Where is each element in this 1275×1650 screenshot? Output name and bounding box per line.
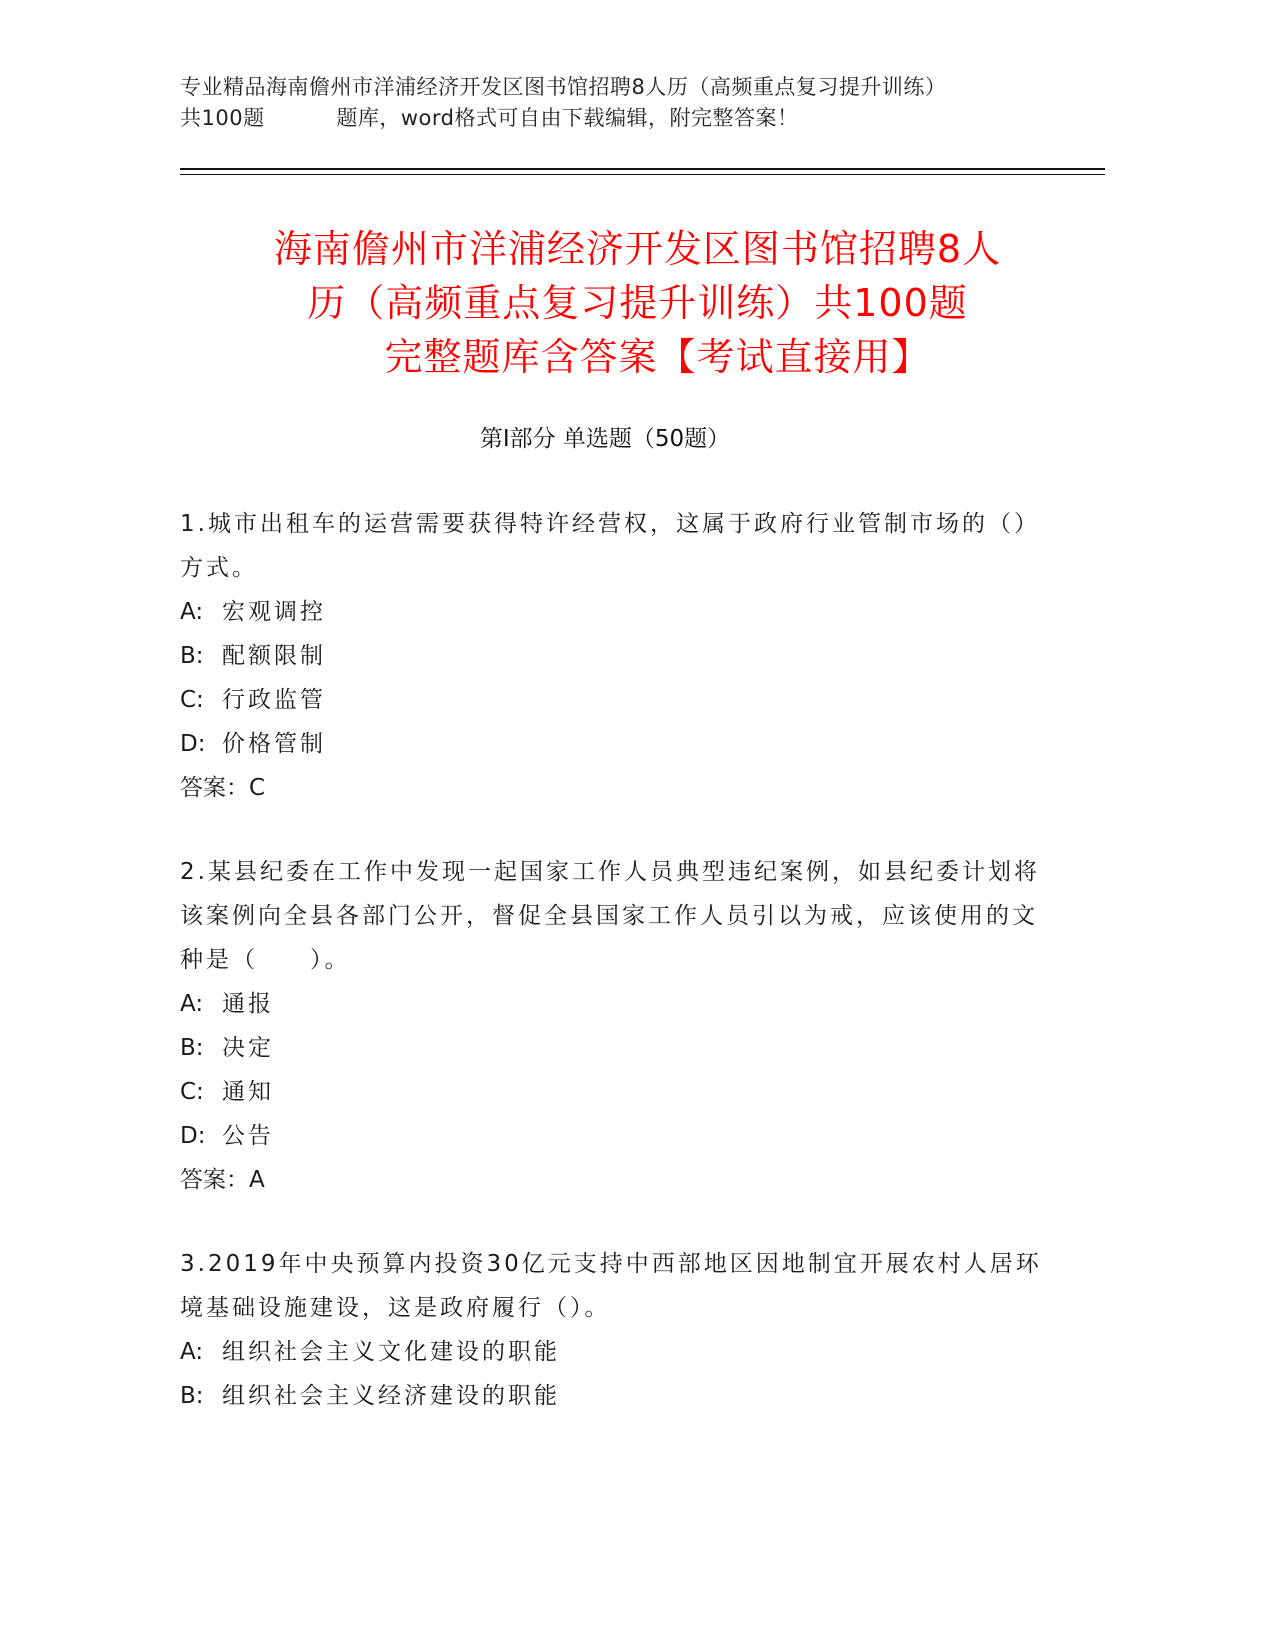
option-key: A: [180, 599, 204, 625]
option-text: 行政监管 [222, 687, 326, 713]
option-key: D: [180, 731, 206, 757]
option-text: 组织社会主义经济建设的职能 [222, 1383, 560, 1409]
question-stem: 2.某县纪委在工作中发现一起国家工作人员典型违纪案例，如县纪委计划将该案例向全县各部门公开，督促全县国家工作人员引以为戒，应该使用的文种是（ ）。 [180, 859, 1040, 973]
option-c [180, 678, 1060, 722]
question-stem: 3.2019年中央预算内投资30亿元支持中西部地区因地制宜开展农村人居环境基础设施建设，这是政府履行（）。 [180, 1251, 1042, 1321]
option-key: B: [180, 643, 204, 669]
option-a [180, 1330, 1060, 1374]
answer: 答案：C [180, 775, 266, 801]
header-line-1: 专业精品海南儋州市洋浦经济开发区图书馆招聘8人历（高频重点复习提升训练） [180, 75, 947, 99]
title-line-1: 海南儋州市洋浦经济开发区图书馆招聘8人 [273, 227, 1002, 271]
option-text: 配额限制 [222, 643, 326, 669]
option-key: C: [180, 1079, 204, 1105]
option-text: 宏观调控 [222, 599, 326, 625]
page-header [180, 72, 1110, 134]
answer: 答案：A [180, 1167, 265, 1193]
question-2 [180, 850, 1060, 1202]
option-text: 价格管制 [222, 731, 326, 757]
option-d [180, 722, 1060, 766]
option-b [180, 1026, 1060, 1070]
option-c [180, 1070, 1060, 1114]
option-key: B: [180, 1035, 204, 1061]
title-line-2: 历（高频重点复习提升训练）共100题 [307, 281, 968, 325]
header-divider-thin [180, 174, 1105, 175]
header-line-2: 共100题 题库，word格式可自由下载编辑，附完整答案！ [180, 106, 799, 130]
option-text: 组织社会主义文化建设的职能 [222, 1339, 560, 1365]
option-key: D: [180, 1123, 206, 1149]
option-text: 公告 [222, 1123, 274, 1149]
option-key: B: [180, 1383, 204, 1409]
option-text: 决定 [222, 1035, 274, 1061]
question-stem: 1.城市出租车的运营需要获得特许经营权，这属于政府行业管制市场的（）方式。 [180, 511, 1040, 581]
option-text: 通知 [222, 1079, 274, 1105]
header-divider-thick [180, 168, 1105, 170]
option-b [180, 634, 1060, 678]
question-1 [180, 502, 1060, 810]
section-heading: 第Ⅰ部分 单选题（50题） [479, 426, 731, 452]
option-a [180, 590, 1060, 634]
option-key: A: [180, 991, 204, 1017]
option-key: A: [180, 1339, 204, 1365]
option-d [180, 1114, 1060, 1158]
title-line-3: 完整题库含答案【考试直接用】 [384, 335, 931, 379]
option-b [180, 1374, 1060, 1418]
option-key: C: [180, 687, 204, 713]
document-title [150, 222, 1125, 384]
question-3 [180, 1242, 1060, 1418]
option-a [180, 982, 1060, 1026]
option-text: 通报 [222, 991, 274, 1017]
